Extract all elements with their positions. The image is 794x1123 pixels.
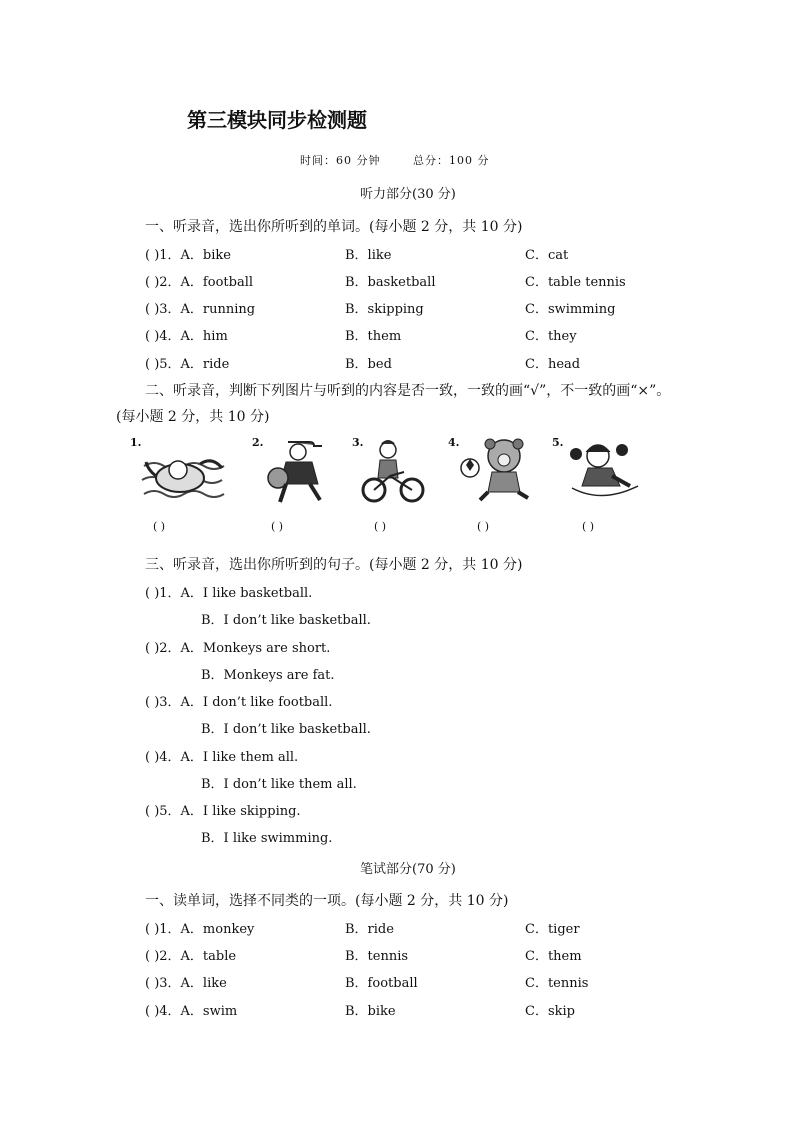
page-title: 第三模块同步检测题: [187, 108, 367, 132]
listening-sec1-instruction: 一、听录音，选出你所听到的单词。(每小题 2 分，共 10 分): [145, 219, 523, 235]
list-item: ( )1．A．monkey B．ride C．tiger: [145, 922, 580, 937]
list-item: ( )3．A．I don’t like football.: [145, 695, 333, 710]
total-score: 总分：100 分: [413, 154, 490, 167]
listening-sec2-instruction-cont: (每小题 2 分，共 10 分): [116, 409, 270, 425]
bear-football-picture: [448, 436, 558, 506]
listening-header: 听力部分(30 分): [360, 187, 456, 202]
answer-paren-1[interactable]: ( ): [153, 520, 166, 533]
listening-sec3-instruction: 三、听录音，选出你所听到的句子。(每小题 2 分，共 10 分): [145, 557, 523, 573]
answer-paren-5[interactable]: ( ): [582, 520, 595, 533]
list-item: ( )4．A．swim B．bike C．skip: [145, 1004, 575, 1019]
picture-1-swimming: 1.: [130, 436, 240, 506]
list-item: ( )2．A．Monkeys are short.: [145, 641, 331, 656]
picture-3-bike: 3.: [352, 436, 462, 506]
list-item: ( )5．A．I like skipping.: [145, 804, 301, 819]
list-item: ( )2．A．table B．tennis C．them: [145, 949, 582, 964]
answer-paren-2[interactable]: ( ): [271, 520, 284, 533]
time-limit: 时间：60 分钟: [300, 154, 381, 167]
list-item: ( )2．A．football B．basketball C．table tennis: [145, 275, 626, 290]
list-item: ( )1．A．bike B．like C．cat: [145, 248, 569, 263]
list-item: ( )4．A．I like them all.: [145, 750, 299, 765]
listening-sec2-instruction: 二、听录音，判断下列图片与听到的内容是否一致，一致的画“√”，不一致的画“×”。: [145, 383, 671, 399]
picture-2-basketball: 2.: [252, 436, 362, 506]
answer-paren-3[interactable]: ( ): [374, 520, 387, 533]
list-item: ( )4．A．him B．them C．they: [145, 329, 577, 344]
writing-sec1-instruction: 一、读单词，选择不同类的一项。(每小题 2 分，共 10 分): [145, 893, 509, 909]
swimmer-picture: [130, 436, 240, 506]
basketball-player-picture: [252, 436, 362, 506]
writing-header: 笔试部分(70 分): [360, 862, 456, 877]
list-item: B．I don’t like basketball.: [201, 722, 371, 737]
exam-meta: [300, 152, 490, 168]
list-item: ( )5．A．ride B．bed C．head: [145, 357, 581, 372]
list-item: ( )1．A．I like basketball.: [145, 586, 313, 601]
answer-paren-4[interactable]: ( ): [477, 520, 490, 533]
picture-5-skipping: 5.: [552, 436, 662, 506]
list-item: B．I like swimming.: [201, 831, 333, 846]
list-item: B．Monkeys are fat.: [201, 668, 335, 683]
list-item: ( )3．A．running B．skipping C．swimming: [145, 302, 616, 317]
picture-4-football: 4.: [448, 436, 558, 506]
bike-rider-picture: [352, 436, 462, 506]
list-item: B．I don’t like them all.: [201, 777, 357, 792]
girl-skipping-picture: [552, 436, 662, 506]
list-item: ( )3．A．like B．football C．tennis: [145, 976, 589, 991]
list-item: B．I don’t like basketball.: [201, 613, 371, 628]
